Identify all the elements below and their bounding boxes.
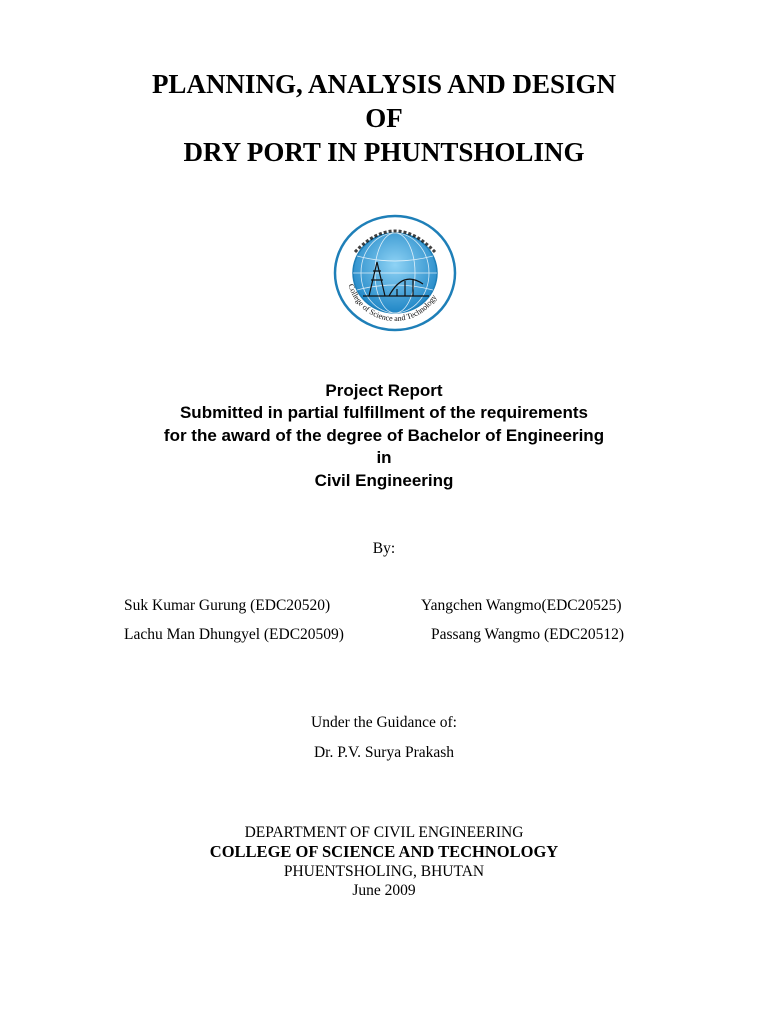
logo-ring-text: College of Science and Technology bbox=[346, 282, 439, 324]
title-line-1: PLANNING, ANALYSIS AND DESIGN bbox=[151, 69, 617, 99]
report-in: in bbox=[376, 448, 392, 467]
author-3: Lachu Man Dhungyel (EDC20509) bbox=[124, 626, 344, 643]
guidance-label: Under the Guidance of: bbox=[311, 714, 457, 731]
college-seal-emblem bbox=[333, 214, 457, 332]
report-degree: for the award of the degree of Bachelor of Engineering bbox=[163, 426, 605, 445]
report-discipline: Civil Engineering bbox=[314, 471, 454, 490]
author-4: Passang Wangmo (EDC20512) bbox=[431, 626, 625, 643]
title-line-2: OF bbox=[365, 103, 403, 133]
college-name: COLLEGE OF SCIENCE AND TECHNOLOGY bbox=[209, 842, 559, 861]
by-label: By: bbox=[372, 540, 396, 557]
author-2: Yangchen Wangmo(EDC20525) bbox=[421, 597, 622, 614]
guide-name: Dr. P.V. Surya Prakash bbox=[313, 744, 455, 761]
college-logo bbox=[333, 214, 457, 332]
title-line-3: DRY PORT IN PHUNTSHOLING bbox=[183, 137, 585, 167]
department-name: DEPARTMENT OF CIVIL ENGINEERING bbox=[244, 824, 524, 841]
author-1: Suk Kumar Gurung (EDC20520) bbox=[124, 597, 331, 614]
college-location: PHUENTSHOLING, BHUTAN bbox=[283, 863, 485, 880]
report-type: Project Report bbox=[325, 381, 443, 400]
report-requirement: Submitted in partial fulfillment of the requirements bbox=[179, 403, 589, 422]
report-date: June 2009 bbox=[352, 882, 416, 899]
